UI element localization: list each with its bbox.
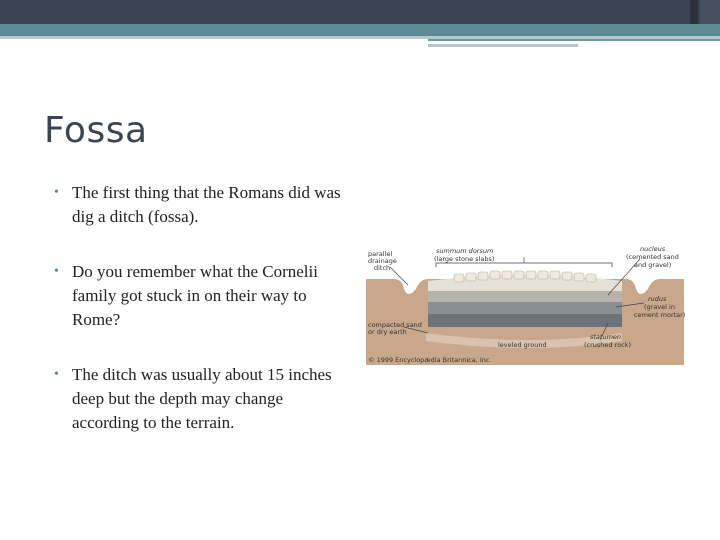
header-accent-bar: [0, 24, 720, 36]
bullet-text: Do you remember what the Cornelii family got stuck in on their way to Rome?: [72, 262, 318, 329]
label-compacted-2: or dry earth: [368, 328, 407, 336]
label-compacted-1: compacted sand: [368, 321, 422, 329]
bullet-item: [54, 181, 354, 229]
header-bar-accent-2: [700, 0, 720, 24]
page-title: Fossa: [44, 110, 148, 151]
header-bar: [0, 0, 720, 24]
label-leveled: leveled ground: [498, 341, 547, 349]
label-nucleus-3: and gravel): [634, 261, 672, 269]
label-nucleus-1: nucleus: [640, 245, 666, 253]
header-line-1: [428, 39, 720, 41]
label-summum-2: (large stone slabs): [434, 255, 495, 263]
header-bar-accent: [690, 0, 698, 24]
stone-slab: [466, 273, 476, 281]
label-rudus-2: (gravel in: [644, 303, 675, 311]
stone-slab: [478, 272, 488, 280]
stone-slab: [502, 271, 512, 279]
bullet-marker: •: [54, 264, 59, 279]
label-nucleus-2: (cemented sand: [626, 253, 679, 261]
stone-slab: [586, 274, 596, 282]
stone-slab: [490, 271, 500, 279]
header-line-2: [428, 44, 578, 47]
roman-road-diagram: [364, 245, 686, 365]
label-drainage-1: parallel: [368, 250, 393, 258]
label-rudus-3: cement mortar): [634, 311, 686, 319]
bullet-marker: •: [54, 367, 59, 382]
label-drainage-2: drainage: [368, 257, 397, 265]
label-summum-1: summum dorsum: [436, 247, 494, 255]
bullet-item: [54, 260, 354, 332]
nucleus-layer: [428, 291, 622, 302]
label-drainage-3: ditch: [374, 264, 391, 272]
diagram-copyright: © 1999 Encyclopædia Britannica, Inc.: [368, 356, 492, 364]
statumen-layer: [428, 313, 622, 327]
stone-slab: [454, 274, 464, 282]
stone-slab: [526, 271, 536, 279]
bullet-marker: •: [54, 185, 59, 200]
label-rudus-1: rudus: [648, 295, 667, 303]
rudus-layer: [428, 302, 622, 314]
bullet-text: The ditch was usually about 15 inches deep but the depth may change according to the terrain.: [72, 365, 332, 432]
bullet-list: [54, 181, 354, 466]
label-statumen-1: statumen: [590, 333, 622, 341]
label-statumen-2: (crushed rock): [584, 341, 631, 349]
stone-slab: [574, 273, 584, 281]
stone-slab: [538, 271, 548, 279]
stone-slab: [562, 272, 572, 280]
stone-slab: [514, 271, 524, 279]
stone-slab: [550, 271, 560, 279]
bullet-item: [54, 363, 354, 435]
bullet-text: The first thing that the Romans did was dig a ditch (fossa).: [72, 183, 341, 226]
